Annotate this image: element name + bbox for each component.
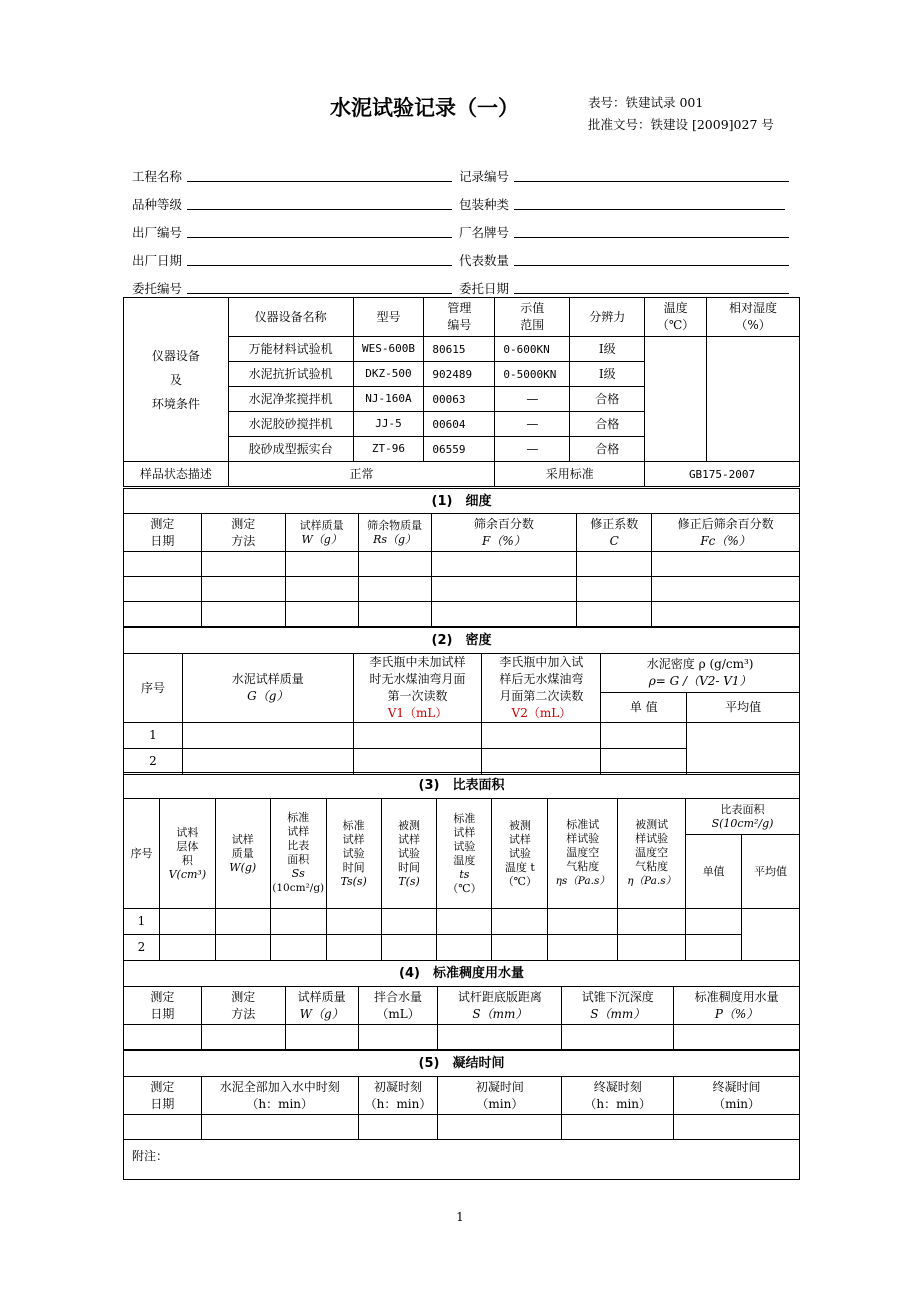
record-no-field[interactable] (514, 181, 789, 182)
cell[interactable] (201, 552, 285, 577)
cell[interactable] (652, 602, 800, 627)
cell[interactable] (358, 577, 431, 602)
cell[interactable] (124, 577, 202, 602)
cell[interactable] (124, 1025, 202, 1050)
label-record-no: 记录编号 (459, 169, 510, 184)
humidity-value[interactable] (707, 337, 800, 462)
surface-title: (3) 比表面积 (124, 773, 800, 799)
equipment-code: 06559 (424, 437, 495, 462)
row-number: 2 (124, 749, 183, 775)
col-seq: 序号 (124, 799, 160, 909)
col-temperature: 温度 （℃） (645, 298, 707, 337)
note-label: 附注： (132, 1149, 169, 1163)
cell[interactable] (215, 935, 270, 961)
col-final-set-moment: 终凝时刻 （h：min） (562, 1077, 674, 1115)
cell[interactable] (492, 935, 548, 961)
cell[interactable] (674, 1025, 800, 1050)
cell[interactable] (618, 935, 686, 961)
cell[interactable] (482, 749, 601, 775)
equipment-code: 00604 (424, 412, 495, 437)
label-package: 包装种类 (459, 197, 510, 212)
col-volume: 试料 层体 积 V(cm³) (159, 799, 215, 909)
cell[interactable] (686, 935, 742, 961)
equipment-table (123, 297, 800, 487)
equipment-range: — (495, 412, 570, 437)
cell[interactable] (124, 602, 202, 627)
density-table (123, 627, 800, 775)
col-standard-time: 标准 试样 试验 时间 Ts(s) (326, 799, 381, 909)
setting-table (123, 1050, 800, 1180)
cell[interactable] (548, 935, 618, 961)
cell[interactable] (215, 909, 270, 935)
equipment-section-label: 仪器设备 及 环境条件 (124, 298, 229, 462)
consistency-title: (4) 标准稠度用水量 (124, 961, 800, 987)
cell[interactable] (618, 909, 686, 935)
col-test-viscosity: 被测试 样试验 温度空 气粘度 η（Pa.s） (618, 799, 686, 909)
col-correction: 修正系数 C (577, 514, 652, 552)
col-standard-viscosity: 标准试 样试验 温度空 气粘度 ηs（Pa.s） (548, 799, 618, 909)
row-number: 2 (124, 935, 160, 961)
setting-title: (5) 凝结时间 (124, 1051, 800, 1077)
cell[interactable] (562, 1025, 674, 1050)
page-number: 1 (456, 1210, 464, 1224)
cell[interactable] (601, 723, 687, 749)
cell[interactable] (431, 577, 577, 602)
surface-table (123, 772, 800, 961)
col-resolution: 分辨力 (570, 298, 645, 337)
table-row (124, 935, 800, 961)
col-water-demand: 标准稠度用水量 P（%） (674, 987, 800, 1025)
cell[interactable] (201, 1025, 285, 1050)
label-project-name: 工程名称 (132, 169, 183, 184)
table-row (124, 909, 800, 935)
cell[interactable] (577, 602, 652, 627)
cell[interactable] (182, 723, 353, 749)
col-v1: 李氏瓶中未加试样 时无水煤油弯月面 第一次读数 V1（mL） (353, 654, 482, 723)
cell[interactable] (652, 552, 800, 577)
equipment-model: NJ-160A (353, 387, 424, 412)
density-title: (2) 密度 (124, 628, 800, 654)
col-sample-mass: 试样质量 W（g） (285, 987, 358, 1025)
cell[interactable] (326, 935, 381, 961)
label-commission-no: 委托编号 (132, 281, 183, 296)
label-factory-no: 出厂编号 (132, 225, 183, 240)
col-average: 平均值 (687, 693, 800, 723)
equipment-range: — (495, 437, 570, 462)
cell[interactable] (182, 749, 353, 775)
label-brand: 厂名牌号 (459, 225, 510, 240)
cell[interactable] (270, 935, 326, 961)
cell[interactable] (201, 1115, 358, 1140)
cell[interactable] (358, 1025, 438, 1050)
col-water: 拌合水量 （mL） (358, 987, 438, 1025)
col-mgmt-no: 管理 编号 (424, 298, 495, 337)
cell[interactable] (285, 602, 358, 627)
col-range: 示值 范围 (495, 298, 570, 337)
cell[interactable] (124, 1115, 202, 1140)
cell[interactable] (437, 935, 492, 961)
cell[interactable] (201, 602, 285, 627)
cell[interactable] (686, 909, 742, 935)
cell[interactable] (577, 552, 652, 577)
equipment-resolution: 合格 (570, 412, 645, 437)
col-test-method: 测定 方法 (201, 514, 285, 552)
cell[interactable] (381, 935, 437, 961)
cell[interactable] (482, 723, 601, 749)
sample-state-label: 样品状态描述 (124, 462, 229, 487)
col-cement-mass: 水泥试样质量 G（g） (182, 654, 353, 723)
temperature-value[interactable] (645, 337, 707, 462)
col-test-temp: 被测 试样 试验 温度 t （℃） (492, 799, 548, 909)
label-qty: 代表数量 (459, 253, 510, 268)
equipment-model: JJ-5 (353, 412, 424, 437)
cell[interactable] (548, 909, 618, 935)
col-initial-set-moment: 初凝时刻 （h：min） (358, 1077, 438, 1115)
cell[interactable] (674, 1115, 800, 1140)
equipment-model: ZT-96 (353, 437, 424, 462)
equipment-resolution: Ⅰ级 (570, 362, 645, 387)
table-row (124, 1115, 800, 1140)
commission-no-field[interactable] (187, 293, 452, 294)
row-number: 1 (124, 909, 160, 935)
cell[interactable] (438, 1025, 562, 1050)
equipment-code: 902489 (424, 362, 495, 387)
cell[interactable] (652, 577, 800, 602)
col-sample-mass: 试样质量 W（g） (285, 514, 358, 552)
col-v2: 李氏瓶中加入试 样后无水煤油弯 月面第二次读数 V2（mL） (482, 654, 601, 723)
col-model: 型号 (353, 298, 424, 337)
col-test-date: 测定 日期 (124, 987, 202, 1025)
col-density: 水泥密度 ρ (g/cm³) ρ= G /（V2- V1） (601, 654, 800, 693)
equipment-name: 水泥抗折试验机 (228, 362, 353, 387)
cell[interactable] (201, 577, 285, 602)
grade-field[interactable] (187, 209, 452, 210)
table-row (124, 1025, 800, 1050)
factory-no-field[interactable] (187, 237, 452, 238)
col-average: 平均值 (742, 835, 800, 909)
package-field[interactable] (514, 209, 785, 210)
brand-field[interactable] (514, 237, 789, 238)
cell[interactable] (285, 577, 358, 602)
cell[interactable] (285, 1025, 358, 1050)
consistency-table (123, 960, 800, 1050)
cell[interactable] (270, 909, 326, 935)
col-initial-set-time: 初凝时间 （min） (438, 1077, 562, 1115)
cell[interactable] (358, 602, 431, 627)
table-row (124, 552, 800, 577)
commission-date-field[interactable] (514, 293, 789, 294)
cell[interactable] (353, 723, 482, 749)
col-rod-distance: 试杆距底版距离 S（mm） (438, 987, 562, 1025)
cell[interactable] (159, 935, 215, 961)
equipment-name: 水泥净浆搅拌机 (228, 387, 353, 412)
col-single-value: 单 值 (601, 693, 687, 723)
cell[interactable] (358, 1115, 438, 1140)
col-humidity: 相对湿度 （%） (707, 298, 800, 337)
average-cell[interactable] (742, 909, 800, 961)
standard-value[interactable]: GB175-2007 (645, 462, 800, 487)
table-row (124, 577, 800, 602)
page-title: 水泥试验记录（一） (330, 96, 519, 120)
col-equipment-name: 仪器设备名称 (228, 298, 353, 337)
equipment-code: 00063 (424, 387, 495, 412)
col-mass: 试样 质量 W(g) (215, 799, 270, 909)
col-cone-depth: 试锥下沉深度 S（mm） (562, 987, 674, 1025)
equipment-code: 80615 (424, 337, 495, 362)
equipment-model: WES-600B (353, 337, 424, 362)
note-field[interactable] (124, 1140, 800, 1180)
col-test-date: 测定 日期 (124, 514, 202, 552)
equipment-range: 0-5000KN (495, 362, 570, 387)
cell[interactable] (124, 552, 202, 577)
equipment-resolution: 合格 (570, 437, 645, 462)
approval-number: 批准文号：铁建设 [2009]027 号 (588, 117, 774, 132)
cell[interactable] (438, 1115, 562, 1140)
col-single-value: 单值 (686, 835, 742, 909)
fineness-title: (1) 细度 (124, 489, 800, 514)
col-final-set-time: 终凝时间 （min） (674, 1077, 800, 1115)
equipment-range: — (495, 387, 570, 412)
cell[interactable] (285, 552, 358, 577)
cell[interactable] (577, 577, 652, 602)
table-row (124, 602, 800, 627)
row-number: 1 (124, 723, 183, 749)
cell[interactable] (431, 552, 577, 577)
col-seq: 序号 (124, 654, 183, 723)
fineness-table (123, 488, 800, 627)
col-test-method: 测定 方法 (201, 987, 285, 1025)
label-commission-date: 委托日期 (459, 281, 510, 296)
standard-label: 采用标准 (495, 462, 645, 487)
table-row (124, 723, 800, 749)
equipment-resolution: 合格 (570, 387, 645, 412)
cell[interactable] (159, 909, 215, 935)
equipment-model: DKZ-500 (353, 362, 424, 387)
equipment-name: 万能材料试验机 (228, 337, 353, 362)
cell[interactable] (437, 909, 492, 935)
cell[interactable] (326, 909, 381, 935)
equipment-name: 胶砂成型振实台 (228, 437, 353, 462)
label-factory-date: 出厂日期 (132, 253, 183, 268)
col-standard-temp: 标准 试样 试验 温度 ts （℃） (437, 799, 492, 909)
equipment-name: 水泥胶砂搅拌机 (228, 412, 353, 437)
col-residue-mass: 筛余物质量 Rs（g） (358, 514, 431, 552)
equipment-range: 0-600KN (495, 337, 570, 362)
col-water-added-time: 水泥全部加入水中时刻 （h：min） (201, 1077, 358, 1115)
qty-field[interactable] (514, 265, 789, 266)
cell[interactable] (381, 909, 437, 935)
cell[interactable] (353, 749, 482, 775)
col-test-time: 被测 试样 试验 时间 T(s) (381, 799, 437, 909)
cell[interactable] (601, 749, 687, 775)
cell[interactable] (358, 552, 431, 577)
label-grade: 品种等级 (132, 197, 183, 212)
cell[interactable] (562, 1115, 674, 1140)
form-number: 表号：铁建试录 001 (588, 95, 704, 110)
cell[interactable] (431, 602, 577, 627)
col-residue-percent: 筛余百分数 F（%） (431, 514, 577, 552)
col-test-date: 测定 日期 (124, 1077, 202, 1115)
average-cell[interactable] (687, 723, 800, 775)
col-surface-area: 比表面积 S(10cm²/g) (686, 799, 800, 835)
col-standard-surface: 标准 试样 比表 面积 Ss (10cm²/g) (270, 799, 326, 909)
factory-date-field[interactable] (187, 265, 452, 266)
equipment-resolution: Ⅰ级 (570, 337, 645, 362)
col-corrected-percent: 修正后筛余百分数 Fc（%） (652, 514, 800, 552)
sample-state-value[interactable]: 正常 (228, 462, 495, 487)
cell[interactable] (492, 909, 548, 935)
project-name-field[interactable] (187, 181, 452, 182)
